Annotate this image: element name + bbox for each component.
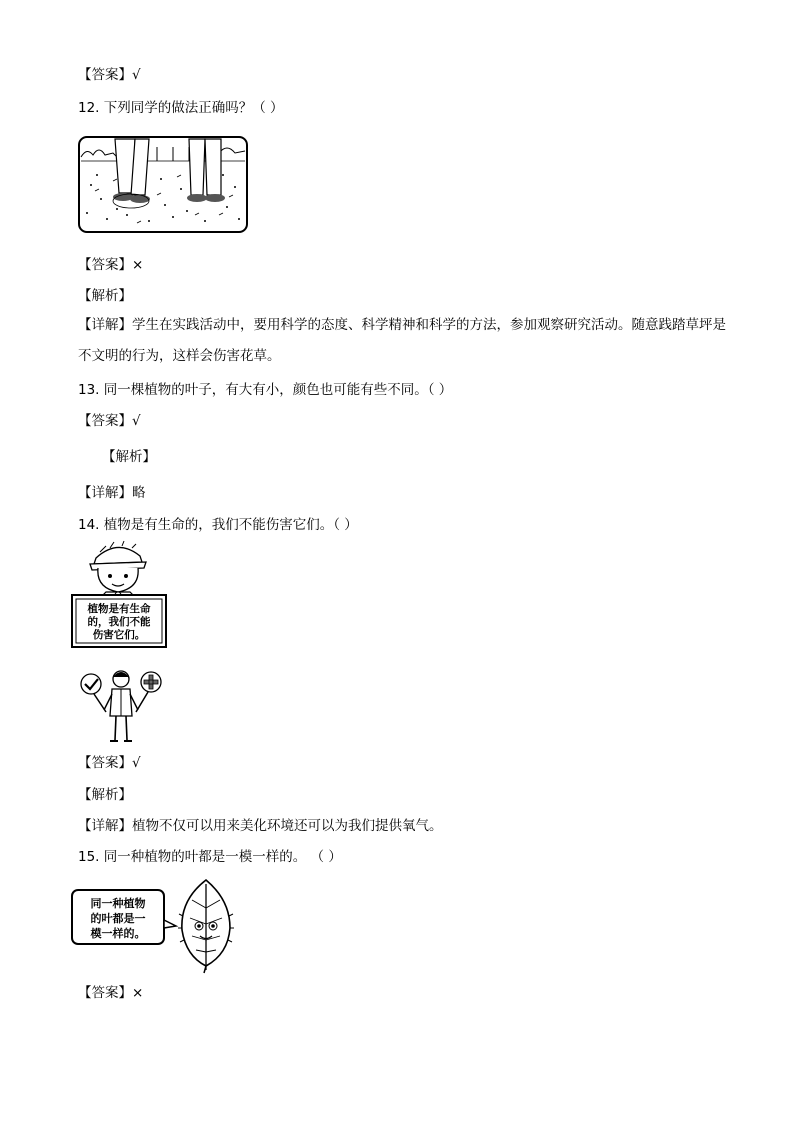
answer-tag: 【答案】 xyxy=(78,413,132,429)
bubble-line-3: 模一样的。 xyxy=(90,927,146,940)
answer-tag: 【答案】 xyxy=(78,755,132,771)
q12-illustration-trampling-grass xyxy=(77,135,249,238)
answer-tag: 【答案】 xyxy=(78,985,132,1001)
q14-answer: √ xyxy=(132,755,141,771)
q12-detail-text: 学生在实践活动中，要用科学的态度、科学精神和科学的方法，参加观察研究活动。随意践踏草坪是不文明的行为，这样会伤害花草。 xyxy=(78,317,726,364)
q14-illustration-boy-with-sign xyxy=(70,540,170,656)
q12-stem: 12. 下列同学的做法正确吗？（ ） xyxy=(78,100,284,116)
answer-tag: 【答案】 xyxy=(78,67,132,83)
q11-answer-line xyxy=(78,66,141,84)
q11-answer: √ xyxy=(132,67,141,83)
sign-line-1: 植物是有生命 xyxy=(87,603,151,615)
q14-illustration-boy-with-paddles xyxy=(78,668,164,748)
q12-analysis-tag: 【解析】 xyxy=(78,288,132,304)
q15-illustration-leaf-with-bubble xyxy=(70,878,245,978)
q12-answer-line xyxy=(78,256,143,274)
q13-stem: 13. 同一棵植物的叶子，有大有小，颜色也可能有些不同。（ ） xyxy=(78,382,453,398)
detail-tag: 【详解】 xyxy=(78,317,132,333)
answer-tag: 【答案】 xyxy=(78,257,132,273)
q14-detail-text: 植物不仅可以用来美化环境还可以为我们提供氧气。 xyxy=(132,818,443,834)
bubble-line-1: 同一种植物 xyxy=(90,897,146,910)
q12-detail xyxy=(78,310,738,372)
q13-analysis-tag: 【解析】 xyxy=(102,449,156,465)
q15-stem: 15. 同一种植物的叶都是一模一样的。 （ ） xyxy=(78,849,342,865)
q14-detail xyxy=(78,817,443,835)
q15-answer-line xyxy=(78,984,143,1002)
q13-answer-line xyxy=(78,412,141,430)
q15-answer: × xyxy=(132,985,144,1001)
q14-answer-line xyxy=(78,754,141,772)
q13-detail-text: 略 xyxy=(132,485,146,501)
bubble-line-2: 的叶都是一 xyxy=(90,912,146,925)
q14-stem: 14. 植物是有生命的，我们不能伤害它们。（ ） xyxy=(78,517,358,533)
q13-answer: √ xyxy=(132,413,141,429)
q14-analysis-tag: 【解析】 xyxy=(78,787,132,803)
detail-tag: 【详解】 xyxy=(78,485,132,501)
q13-detail xyxy=(78,484,146,502)
q12-answer: × xyxy=(132,257,144,273)
detail-tag: 【详解】 xyxy=(78,818,132,834)
sign-line-3: 伤害它们。 xyxy=(92,629,146,641)
sign-line-2: 的，我们不能 xyxy=(87,616,151,628)
